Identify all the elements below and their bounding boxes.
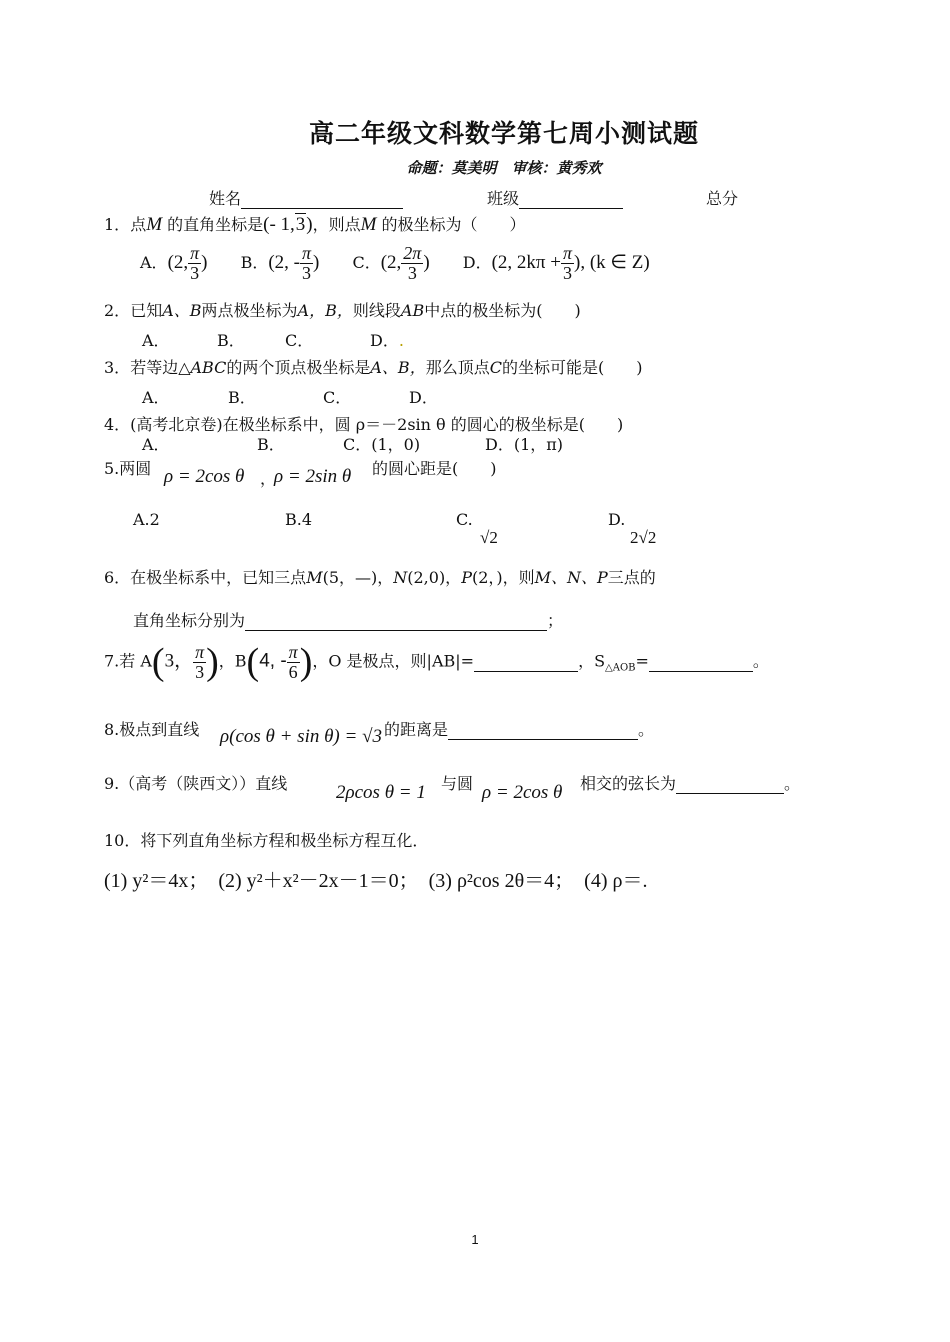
q8-pre: 8.极点到直线 [104,720,200,739]
question-6-line-1 [104,565,656,588]
q1-option-c[interactable] [352,243,430,283]
q7-a-frac [193,643,206,682]
q3-text: 若等边△ [130,358,191,377]
q1-option-a[interactable] [140,243,208,283]
q1-option-b-pre: (2, - [268,251,301,273]
q2-ab2: AB [400,301,425,320]
question-10-line-1: 10．将下列直角坐标方程和极坐标方程互化． [104,831,429,850]
q2-ab: A、B [162,301,202,320]
q2-a: A，B， [297,301,353,320]
q1-option-a-post: ) [201,251,208,273]
question-1 [104,212,526,236]
question-6-line-2 [133,608,563,631]
q1-option-a-num: π [190,243,200,263]
q1-option-b-post: ) [313,251,320,273]
q7-b-num: π [288,641,298,662]
q7-pre: 7.若 A [104,651,152,671]
q3-text4: 的坐标可能是( ) [501,358,643,377]
q2-option-d-label: D． [370,331,399,350]
q7-s-label: ，S [578,651,606,671]
q2-option-b[interactable]: B． [217,331,245,350]
q5-equation-2: ρ = 2sin θ [274,466,352,487]
q2-option-c[interactable]: C． [285,331,314,350]
q9-post [580,771,800,794]
q1-option-a-pre: (2, [167,251,189,273]
q5-post: 的圆心距是( ) [372,459,497,478]
q3-abc: ABC [190,358,227,377]
q1-option-b-label: B． [240,252,269,272]
q6-m: M [306,568,323,587]
q8-post [384,717,654,740]
q9-pre: 9.（高考（陕西文））直线 [104,774,288,793]
q1-coord-post: ) [306,214,313,235]
q7-b-right-paren: ) [299,641,313,683]
q2-text2: 两点极坐标为 [201,301,298,320]
q2-text3: 则线段 [352,301,401,320]
q1-option-a-label: A． [140,252,168,272]
q4-option-d[interactable]: D．(1，π) [485,435,564,454]
q5-equation-1: ρ = 2cos θ [164,466,245,487]
q5-option-d[interactable]: D. [608,510,626,529]
q3-option-d[interactable]: D． [409,388,438,407]
q2-number: 2． [104,301,131,320]
q8-equation: ρ(cos θ + sin θ) = √3 [220,726,383,747]
q9-equation-1: 2ρcos θ = 1 [336,782,426,803]
name-blank[interactable] [241,189,403,209]
q1-option-d-frac [561,244,574,283]
name-field [209,186,403,209]
q4-option-b[interactable]: B． [257,435,285,454]
q1-option-d-post: ), (k ∈ Z) [574,251,650,273]
q1-text: 点 [130,215,147,234]
q7-a-num: π [195,641,205,662]
q7-b-den: 6 [288,661,298,682]
q1-var-m2: M [360,214,377,235]
q3-text3: 那么顶点 [425,358,490,377]
q1-option-d-label: D． [462,252,492,272]
q7-s-eq: = [635,651,649,671]
q5-separator: ， [260,469,277,488]
q3-c: C [489,358,502,377]
q3-number: 3． [104,358,131,377]
q1-option-b[interactable] [240,243,320,283]
q7-ab-blank[interactable] [474,652,578,672]
q1-option-d-pre: (2, 2kπ + [491,251,561,273]
q3-option-b[interactable]: B． [228,388,256,407]
q5-option-c[interactable]: C. [456,510,473,529]
q1-option-c-label: C． [352,252,381,272]
q9-answer-blank[interactable] [676,774,784,794]
q9-post-text: 相交的弦长为 [580,774,677,793]
class-label: 班级 [487,189,520,208]
q1-option-a-frac [188,244,201,283]
q9-equation-2: ρ = 2cos θ [482,782,563,803]
question-7 [104,640,769,684]
q5-pre: 5.两圆 [104,459,152,478]
q1-text-d: 的极坐标为（ ） [376,215,526,234]
q1-options [140,244,650,283]
q5-option-a[interactable]: A.2 [133,510,160,529]
q7-b-frac [287,643,300,682]
q5-option-d-value: 2√2 [630,528,657,547]
q1-number: 1． [104,215,131,234]
question-4: 4．(高考北京卷)在极坐标系中，圆 ρ＝－2sin θ 的圆心的极坐标是( ) [104,415,624,434]
q2-option-a[interactable]: A． [142,331,170,350]
q1-option-b-num: π [302,243,312,263]
class-field [487,186,623,209]
q7-area-blank[interactable] [649,652,753,672]
q1-coord-pre: (- 1, [263,214,295,235]
q1-option-d[interactable] [462,243,650,283]
q5-option-c-value: √2 [480,528,498,547]
q6-text-b: (5，—)， [322,568,394,587]
q7-a-left-paren: ( [151,641,165,683]
q7-mid: ，B [218,651,247,671]
q7-a-den: 3 [195,661,205,682]
q3-option-a[interactable]: A． [142,388,170,407]
question-3 [104,355,642,378]
q3-ab: A、B， [370,358,426,377]
q1-text-c: ，则点 [312,215,361,234]
q6-text-c: (2,0)， [407,568,462,587]
q5-option-b[interactable]: B.4 [285,510,313,529]
q1-option-c-num: 2π [403,243,422,263]
q8-end: 。 [638,720,655,739]
q7-b-first: 4, - [259,650,287,672]
q1-option-d-num: π [562,243,573,263]
q7-b-left-paren: ( [246,641,260,683]
q1-option-c-frac [401,244,423,283]
q1-option-b-frac [300,244,313,283]
q6-line2-text: 直角坐标分别为 [133,611,246,630]
q1-option-a-den: 3 [190,262,200,283]
q7-a-first: 3， [164,650,194,672]
q1-option-c-post: ) [423,251,430,273]
name-label: 姓名 [209,189,242,208]
q6-text-a: 6．在极坐标系中，已知三点 [104,568,307,587]
score-label: 总分 [706,189,739,208]
page-title: 高二年级文科数学第七周小测试题 [308,119,699,148]
q7-a-right-paren: ) [206,641,219,683]
q2-dot: . [398,331,404,350]
q6-answer-blank[interactable] [245,611,547,631]
q6-mnp: M、N、P [534,568,608,587]
q6-n: N [393,568,408,587]
q1-option-d-den: 3 [563,262,572,283]
q3-text2: 的两个顶点极坐标是 [226,358,371,377]
q6-line2-end: ； [547,611,564,630]
q6-text-d: (2，)，则 [471,568,535,587]
q7-s-sub: △AOB [605,662,636,674]
question-2 [104,298,581,321]
q9-end: 。 [784,774,801,793]
q4-option-a[interactable]: A． [142,435,170,454]
q1-option-c-pre: (2, [380,251,402,273]
q1-text-b: 的直角坐标是 [162,215,264,234]
question-10-line-2: (1) y²＝4x； (2) y²＋x²－2x－1＝0； (3) ρ²cos 2θ＝4； (4) ρ＝. [104,870,648,892]
q7-text: ，O 是极点，则|AB|= [312,651,475,671]
q6-text-e: 三点的 [607,568,656,587]
q4-option-c[interactable]: C．(1，0) [343,435,421,454]
q2-text: 已知 [130,301,163,320]
q1-var-m: M [146,214,163,235]
q7-end: 。 [752,651,769,671]
q3-option-c[interactable]: C． [323,388,352,407]
q8-answer-blank[interactable] [448,720,638,740]
class-blank[interactable] [519,189,623,209]
q2-text4: 中点的极坐标为( ) [424,301,581,320]
q1-option-c-den: 3 [407,262,417,283]
q8-post-text: 的距离是 [384,720,449,739]
page-number: 1 [471,1232,479,1247]
q9-mid: 与圆 [441,774,474,793]
authors-line: 命题：莫美明 审核：黄秀欢 [406,159,602,177]
q2-option-d[interactable] [370,328,404,351]
q1-option-b-den: 3 [302,262,312,283]
q6-p: P [461,568,472,587]
q1-coord-root: 3 [295,214,306,235]
